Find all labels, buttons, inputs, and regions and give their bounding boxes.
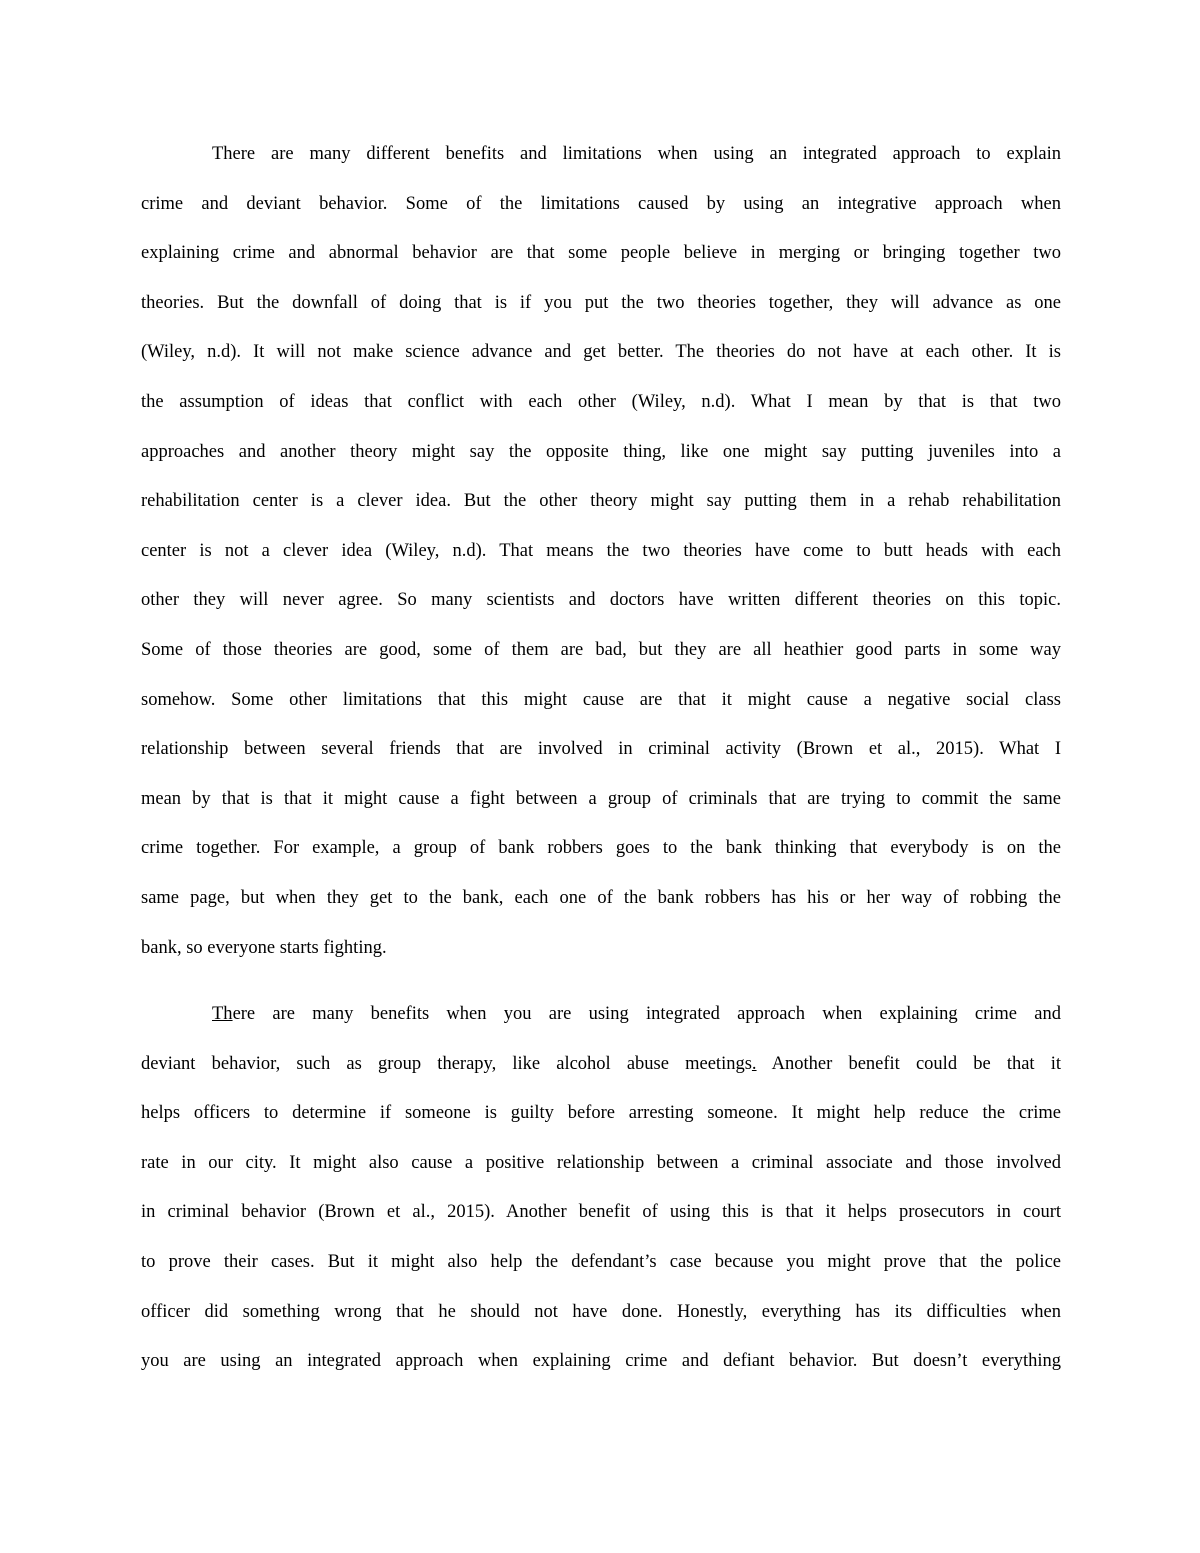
text-line — [141, 1040, 1061, 1090]
paragraph-limitations — [141, 130, 1061, 973]
text-line: to prove their cases. But it might also help the defendant’s case because you might prove that the police — [141, 1251, 1061, 1272]
text-line — [141, 990, 1061, 1040]
text-line: bank, so everyone starts fighting. — [141, 937, 387, 958]
text-line: same page, but when they get to the bank, each one of the bank robbers has his or her way of robbing the — [141, 887, 1061, 908]
underlined-text: Th — [212, 1004, 233, 1024]
text-line: There are many different benefits and limitations when using an integrated approach to explain — [212, 144, 1061, 164]
text-line: rehabilitation center is a clever idea. But the other theory might say putting them in a rehab rehabilitation — [141, 491, 1061, 512]
text-line: Some of those theories are good, some of them are bad, but they are all heathier good parts in some way — [141, 639, 1061, 660]
text-segment: deviant behavior, such as group therapy, like alcohol abuse meetings — [141, 1053, 752, 1074]
text-line: rate in our city. It might also cause a positive relationship between a criminal associate and those involved — [141, 1152, 1061, 1173]
text-line: you are using an integrated approach when explaining crime and defiant behavior. But doesn’t everything — [141, 1351, 1061, 1372]
text-line: theories. But the downfall of doing that is if you put the two theories together, they will advance as one — [141, 292, 1061, 313]
text-line: crime and deviant behavior. Some of the limitations caused by using an integrative approach when — [141, 193, 1061, 214]
text-line: mean by that is that it might cause a fight between a group of criminals that are trying to commit the same — [141, 788, 1061, 809]
text-line: center is not a clever idea (Wiley, n.d). That means the two theories have come to butt heads with each — [141, 540, 1061, 561]
underlined-text: . — [751, 1053, 757, 1074]
text-line: officer did something wrong that he should not have done. Honestly, everything has its difficulties when — [141, 1301, 1061, 1322]
text-line: helps officers to determine if someone is guilty before arresting someone. It might help reduce the crime — [141, 1103, 1061, 1124]
paragraph-benefits — [141, 990, 1061, 1387]
text-line: (Wiley, n.d). It will not make science advance and get better. The theories do not have at each other. It is — [141, 342, 1061, 363]
text-segment: ere are many benefits when you are using integrated approach when explaining crime and — [232, 1004, 1061, 1024]
text-line: crime together. For example, a group of bank robbers goes to the bank thinking that everybody is on the — [141, 838, 1061, 859]
text-line: in criminal behavior (Brown et al., 2015). Another benefit of using this is that it helps prosecutors in court — [141, 1202, 1061, 1223]
text-line: the assumption of ideas that conflict with each other (Wiley, n.d). What I mean by that is that two — [141, 391, 1061, 412]
text-line: relationship between several friends that are involved in criminal activity (Brown et al., 2015). What I — [141, 739, 1061, 760]
text-segment: Another benefit could be that it — [756, 1053, 1062, 1074]
text-line: explaining crime and abnormal behavior are that some people believe in merging or bringing together two — [141, 243, 1061, 264]
text-line: approaches and another theory might say the opposite thing, like one might say putting juveniles into a — [141, 441, 1061, 462]
text-line: other they will never agree. So many scientists and doctors have written different theories on this topic. — [141, 590, 1061, 611]
text-line: somehow. Some other limitations that this might cause are that it might cause a negative social class — [141, 689, 1061, 710]
